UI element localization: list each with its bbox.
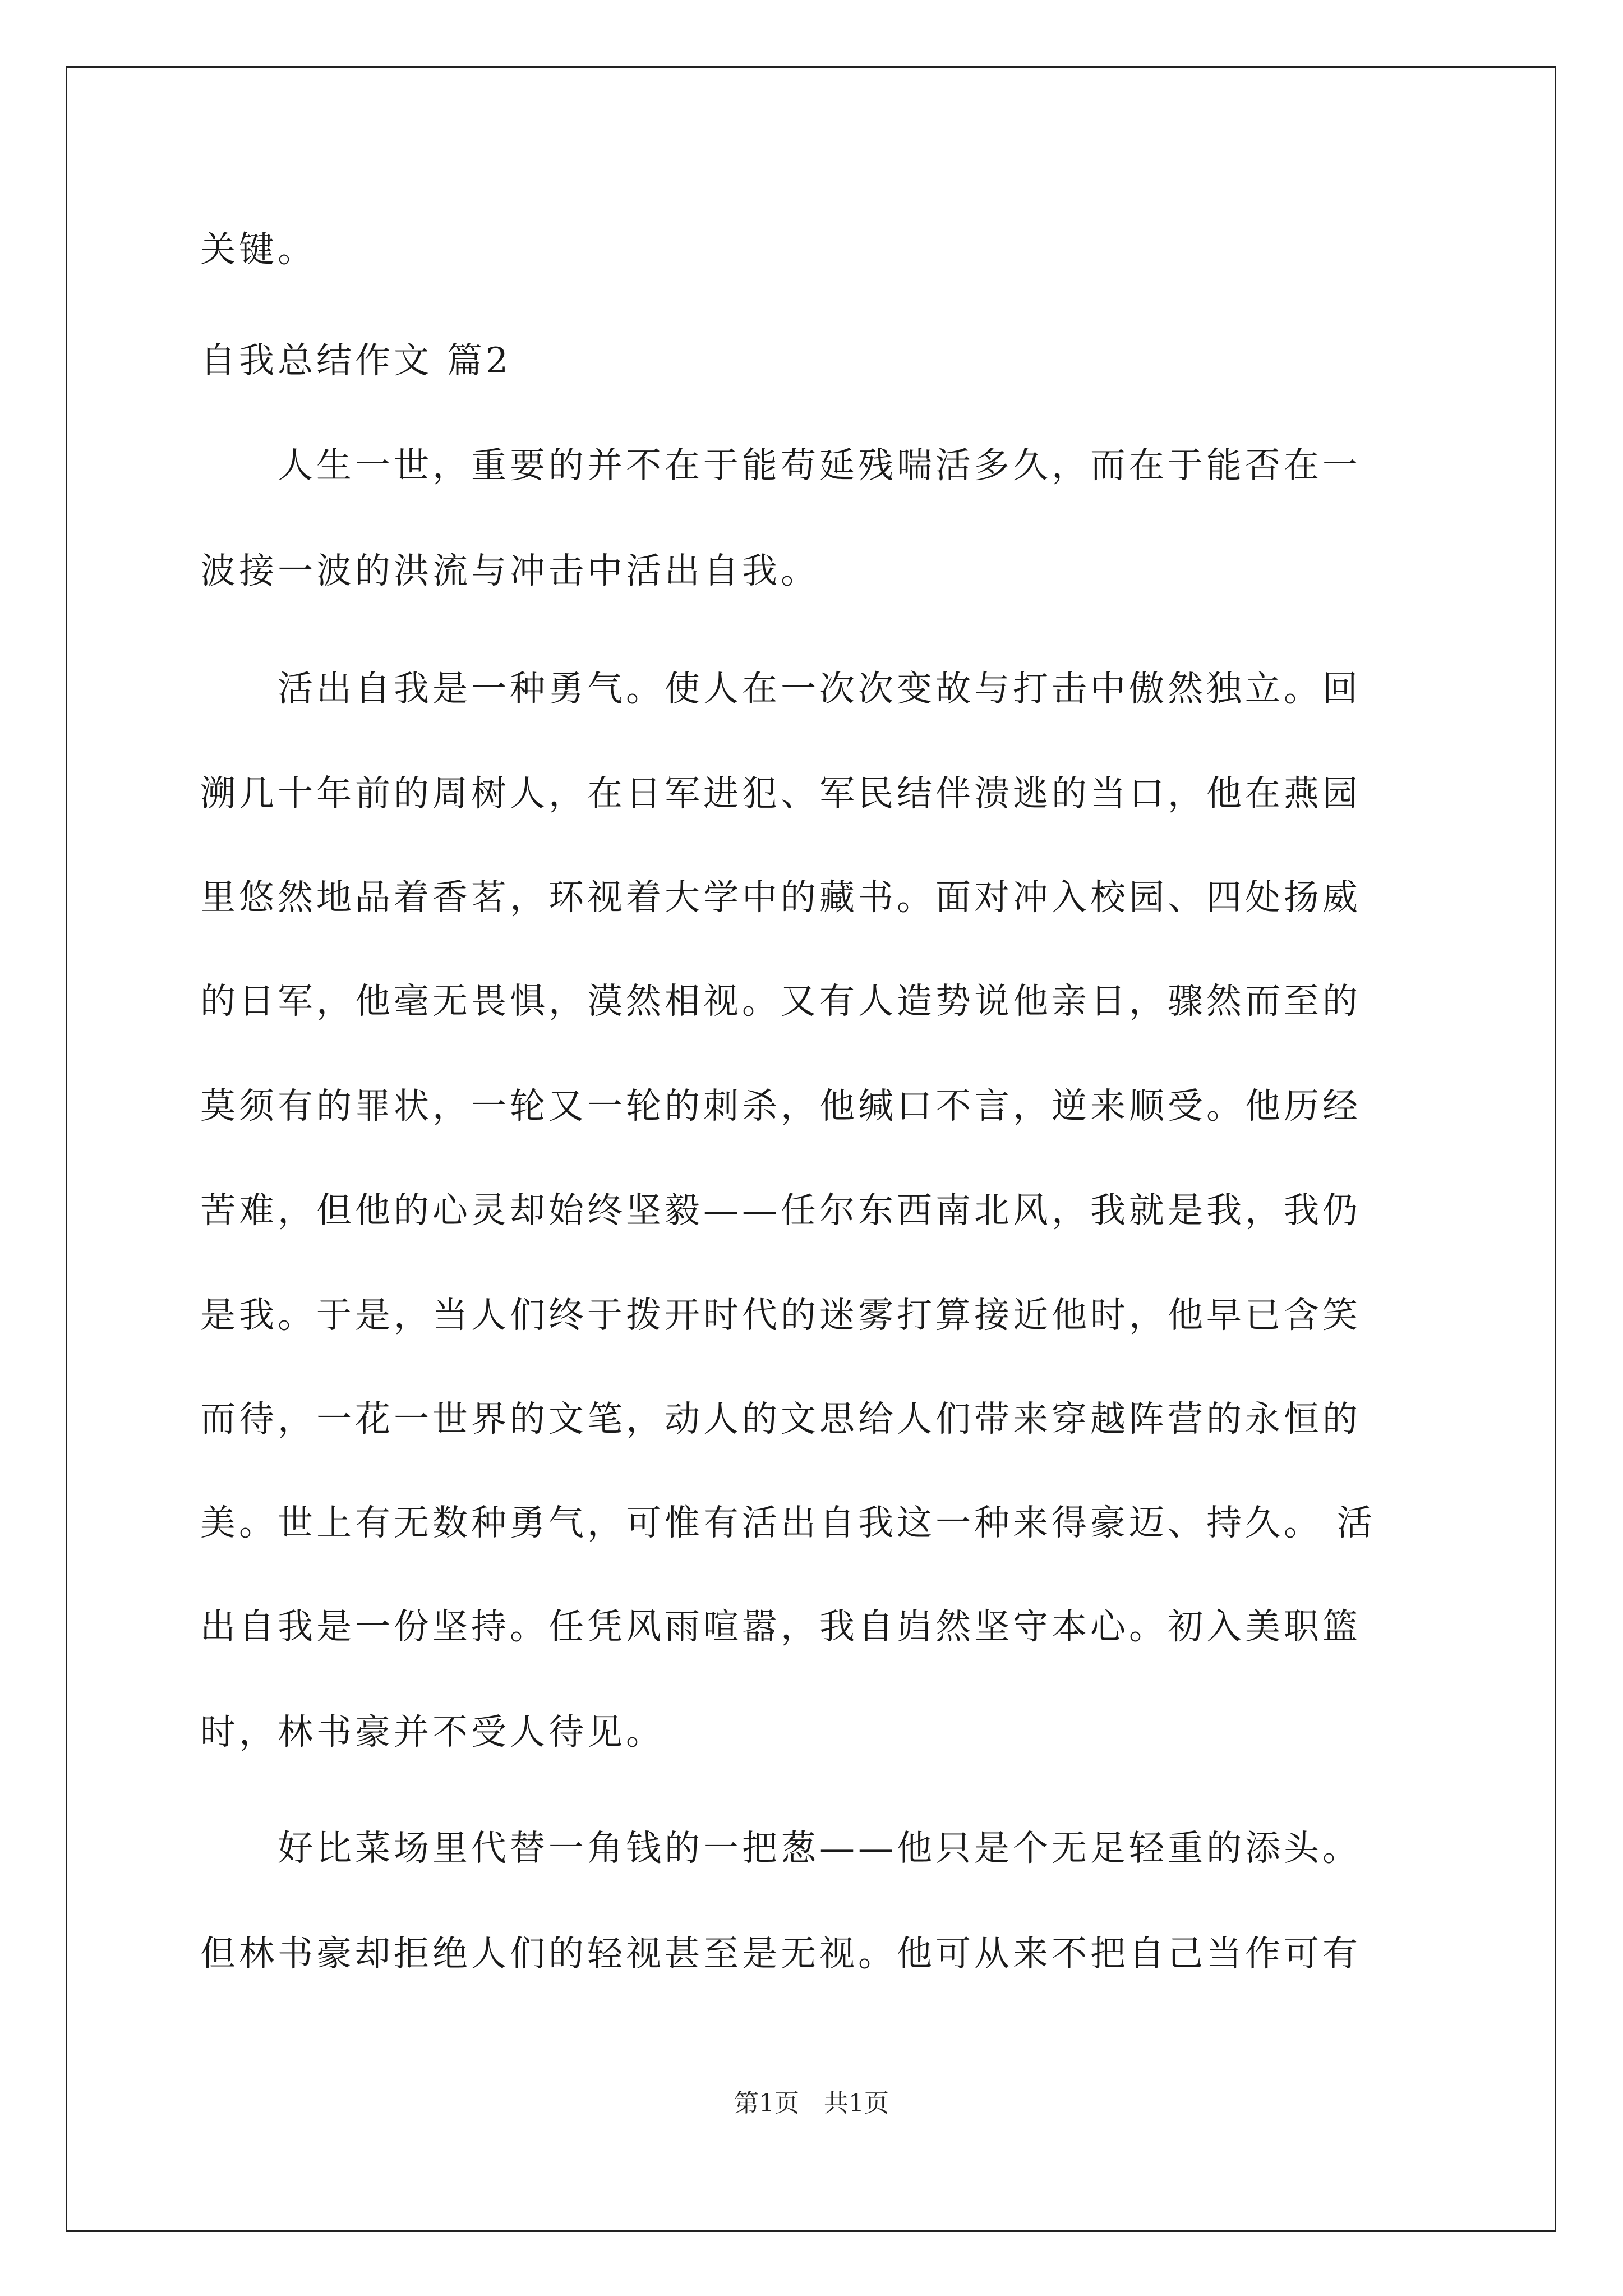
text-line: 活出自我是一种勇气。使人在一次次变故与打击中傲然独立。回 — [200, 668, 1361, 709]
text-line: 的日军，他毫无畏惧，漠然相视。又有人造势说他亲日，骤然而至的 — [200, 981, 1361, 1022]
text-line: 莫须有的罪状，一轮又一轮的刺杀，他缄口不言，逆来顺受。他历经 — [200, 1085, 1361, 1126]
text-line: 人生一世，重要的并不在于能苟延残喘活多久，而在于能否在一 — [200, 445, 1361, 486]
text-line: 好比菜场里代替一角钱的一把葱——他只是个无足轻重的添头。 — [200, 1828, 1361, 1869]
text-line: 是我。于是，当人们终于拨开时代的迷雾打算接近他时，他早已含笑 — [200, 1295, 1361, 1336]
text-line: 美。世上有无数种勇气，可惟有活出自我这一种来得豪迈、持久。 活 — [200, 1502, 1376, 1543]
text-line: 而待，一花一世界的文笔，动人的文思给人们带来穿越阵营的永恒的 — [200, 1398, 1361, 1439]
text-line: 苦难，但他的心灵却始终坚毅——任尔东西南北风，我就是我，我仍 — [200, 1190, 1361, 1231]
page-number: 第1页 共1页 — [734, 2089, 889, 2118]
text-line: 但林书豪却拒绝人们的轻视甚至是无视。他可从来不把自己当作可有 — [200, 1933, 1361, 1974]
text-line: 出自我是一份坚持。任凭风雨喧嚣，我自岿然坚守本心。初入美职篮 — [200, 1606, 1361, 1647]
text-line: 关键。 — [200, 229, 316, 270]
section-heading: 自我总结作文 篇2 — [200, 340, 512, 381]
text-line: 溯几十年前的周树人，在日军进犯、军民结伴溃逃的当口，他在燕园 — [200, 773, 1361, 814]
page-border — [66, 66, 1556, 2232]
text-line: 波接一波的洪流与冲击中活出自我。 — [200, 550, 819, 591]
text-line: 里悠然地品着香茗，环视着大学中的藏书。面对冲入校园、四处扬威 — [200, 877, 1361, 918]
text-line: 时，林书豪并不受人待见。 — [200, 1711, 665, 1752]
